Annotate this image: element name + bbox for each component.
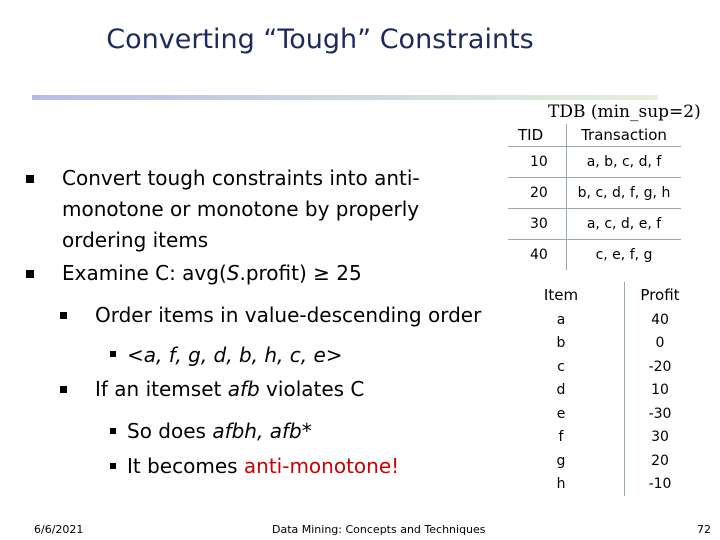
bullet-square-icon: [60, 386, 67, 393]
examine-post: .profit) ≥ 25: [239, 261, 362, 285]
profit-cell: 0: [655, 335, 665, 352]
table-row: [510, 379, 695, 403]
item-cell: b: [510, 332, 625, 356]
profit-cell: 20: [651, 452, 669, 469]
bullet-square-icon: [26, 270, 34, 278]
bullet-convert-line2: monotone or monotone by properly: [62, 197, 420, 221]
examine-var: S: [226, 261, 240, 285]
footer-course-title: Data Mining: Concepts and Techniques: [272, 523, 486, 536]
transaction-cell: b, c, d, f, g, h: [567, 178, 682, 209]
table-row: [510, 473, 695, 497]
anti-monotone-pre: It becomes: [127, 454, 244, 478]
table-row: [508, 178, 681, 209]
item-cell: c: [510, 355, 625, 379]
bullet-square-icon: [60, 312, 67, 319]
item-cell: g: [510, 449, 625, 473]
table-header-row: [508, 124, 681, 147]
tdb-caption: TDB (min_sup=2): [548, 102, 701, 122]
anti-monotone-highlight: anti-monotone!: [243, 454, 400, 478]
transaction-cell: a, c, d, e, f: [567, 209, 682, 240]
bullet-square-icon: [110, 351, 116, 357]
column-header-tid: TID: [518, 126, 544, 144]
profit-cell: -20: [648, 358, 672, 375]
bullet-convert: [62, 163, 420, 256]
bullet-convert-line3: ordering items: [62, 228, 209, 252]
table-row: [510, 402, 695, 426]
table-row: [510, 449, 695, 473]
so-does-itemsets: afbh, afb*: [212, 419, 312, 443]
bullet-square-icon: [26, 175, 34, 183]
bullet-itemset-violates: [95, 374, 364, 405]
tid-cell: 10: [508, 147, 567, 178]
transaction-cell: c, e, f, g: [567, 240, 682, 271]
violates-pre: If an itemset: [95, 377, 228, 401]
bullet-item-order: <a, f, g, d, b, h, c, e>: [127, 343, 343, 367]
examine-pre: Examine C: avg(: [62, 261, 227, 285]
tid-cell: 20: [508, 178, 567, 209]
bullet-square-icon: [110, 463, 116, 469]
tid-cell: 40: [508, 240, 567, 271]
table-row: [508, 209, 681, 240]
bullet-square-icon: [110, 428, 116, 434]
table-row: [508, 147, 681, 178]
item-cell: h: [510, 473, 625, 497]
so-does-pre: So does: [127, 419, 213, 443]
page-number: 72: [697, 523, 711, 536]
profit-cell: 10: [651, 382, 669, 399]
transaction-table: [508, 124, 681, 270]
bullet-examine: [62, 258, 362, 289]
profit-cell: -30: [648, 405, 672, 422]
column-header-profit: Profit: [640, 286, 680, 304]
profit-cell: 40: [651, 311, 669, 328]
column-header-item: Item: [510, 282, 625, 308]
footer-date: 6/6/2021: [34, 523, 84, 536]
table-row: [510, 426, 695, 450]
bullet-order-items: Order items in value-descending order: [95, 303, 482, 327]
item-cell: a: [510, 308, 625, 332]
violates-itemset: afb: [227, 377, 260, 401]
profit-cell: 30: [651, 429, 669, 446]
bullet-so-does: [127, 416, 312, 447]
item-cell: f: [510, 426, 625, 450]
item-cell: e: [510, 402, 625, 426]
bullet-anti-monotone: [127, 451, 399, 482]
tid-cell: 30: [508, 209, 567, 240]
table-row: [510, 355, 695, 379]
table-row: [508, 240, 681, 271]
bullet-convert-line1: Convert tough constraints into anti-: [62, 166, 420, 190]
transaction-cell: a, b, c, d, f: [567, 147, 682, 178]
item-cell: d: [510, 379, 625, 403]
table-header-row: [510, 282, 695, 308]
table-row: [510, 332, 695, 356]
profit-cell: -10: [648, 476, 672, 493]
slide-title: Converting “Tough” Constraints: [106, 24, 534, 55]
column-header-transaction: Transaction: [567, 124, 682, 147]
violates-post: violates C: [259, 377, 365, 401]
profit-table: [510, 282, 695, 496]
title-underline: [32, 95, 658, 100]
table-row: [510, 308, 695, 332]
